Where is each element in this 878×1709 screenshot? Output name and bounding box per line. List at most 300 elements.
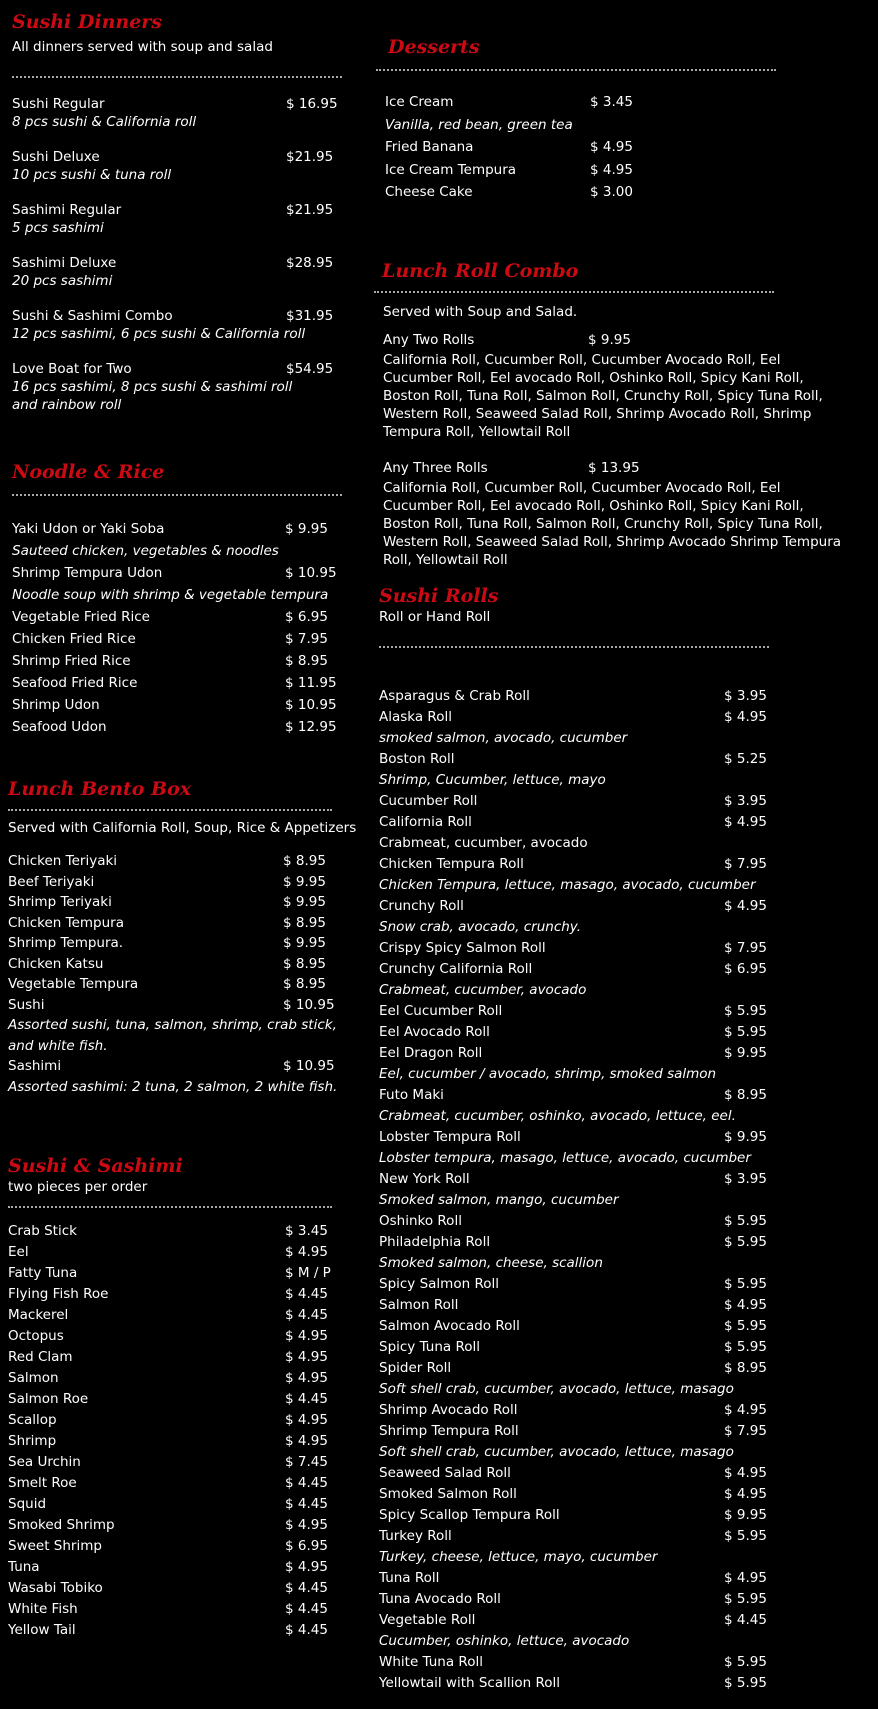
menu-item	[8, 1557, 342, 1578]
menu-item	[379, 1463, 799, 1484]
item-name: Eel Dragon Roll	[379, 1045, 483, 1061]
item-price: $ 6.95	[285, 609, 328, 625]
item-name: Turkey Roll	[379, 1528, 452, 1544]
menu-item	[8, 1056, 342, 1077]
item-price: $ 9.95	[588, 332, 631, 348]
item-name: Vegetable Roll	[379, 1612, 476, 1628]
item-name: Smoked Shrimp	[8, 1517, 115, 1533]
item-price: $ 8.95	[283, 955, 326, 972]
item-description: Assorted sashimi: 2 tuna, 2 salmon, 2 white fish.	[8, 1078, 338, 1095]
section-lunch-bento-box	[8, 777, 357, 1097]
item-price: $ 9.95	[724, 1129, 767, 1145]
item-name: New York Roll	[379, 1171, 470, 1187]
item-price: $31.95	[286, 308, 334, 324]
section-title: Lunch Roll Combo	[382, 260, 579, 282]
menu-item	[8, 1347, 342, 1368]
menu-item	[383, 457, 863, 479]
item-name: Salmon Avocado Roll	[379, 1318, 520, 1334]
item-name: Salmon Roe	[8, 1391, 89, 1407]
item-name: Spider Roll	[379, 1360, 452, 1376]
item-name: Sea Urchin	[8, 1454, 81, 1470]
item-description: Sauteed chicken, vegetables & noodles	[12, 543, 279, 559]
menu-item	[8, 1326, 342, 1347]
item-price: $ 8.95	[285, 653, 328, 669]
item-description: Eel, cucumber / avocado, shrimp, smoked salmon	[379, 1066, 717, 1082]
menu-item	[12, 650, 342, 672]
item-price: $ 10.95	[283, 996, 335, 1013]
menu-item	[8, 954, 342, 975]
menu-item	[379, 1505, 799, 1526]
item-price: $ 4.95	[285, 1412, 328, 1428]
item-price: $ 5.95	[724, 1024, 767, 1040]
item-price: $21.95	[286, 149, 334, 165]
section-subtitle: All dinners served with soup and salad	[12, 39, 273, 55]
menu-item	[385, 136, 776, 159]
item-description: smoked salmon, avocado, cucumber	[379, 730, 628, 746]
menu-item	[8, 1221, 342, 1242]
item-description: 12 pcs sashimi, 6 pcs sushi & California roll	[12, 326, 306, 342]
item-description: Assorted sushi, tuna, salmon, shrimp, crab stick,	[8, 1017, 337, 1033]
item-price: $28.95	[286, 255, 334, 271]
item-price: $ 4.95	[285, 1517, 328, 1533]
item-price: $54.95	[286, 361, 334, 377]
item-price: $ 5.25	[724, 751, 767, 767]
item-name: Red Clam	[8, 1349, 73, 1365]
menu-item	[12, 518, 342, 540]
item-description: and rainbow roll	[12, 397, 122, 413]
item-price: $ 6.95	[724, 961, 767, 977]
item-description: Crabmeat, cucumber, oshinko, avocado, lettuce, eel.	[379, 1108, 736, 1124]
item-name: Seaweed Salad Roll	[379, 1465, 511, 1481]
item-name: Smoked Salmon Roll	[379, 1486, 517, 1502]
item-description: Vanilla, red bean, green tea	[385, 116, 573, 133]
item-name: Squid	[8, 1496, 47, 1512]
menu-item	[12, 694, 342, 716]
menu-item	[12, 201, 342, 237]
menu-item	[8, 872, 342, 893]
item-price: $ 4.95	[285, 1370, 328, 1386]
item-description: Cucumber, oshinko, lettuce, avocado	[379, 1633, 630, 1649]
item-name: Sashimi Regular	[12, 202, 122, 218]
item-price: $ 5.95	[724, 1318, 767, 1334]
item-name: Crispy Spicy Salmon Roll	[379, 940, 546, 956]
item-name: Crab Stick	[8, 1223, 77, 1239]
item-name: Yellow Tail	[8, 1622, 76, 1638]
menu-item	[379, 791, 799, 812]
section-lunch-roll-combo	[374, 259, 854, 569]
menu-item	[12, 148, 342, 184]
item-price: $ 5.95	[724, 1591, 767, 1607]
section-desserts	[376, 35, 776, 204]
menu-item	[12, 95, 342, 131]
item-price: $ 3.45	[590, 94, 633, 110]
item-name: Flying Fish Roe	[8, 1286, 109, 1302]
section-sushi-dinners	[12, 10, 342, 431]
item-name: Shrimp Avocado Roll	[379, 1402, 518, 1418]
menu-item	[379, 812, 799, 833]
item-description: Soft shell crab, cucumber, avocado, lettuce, masago	[379, 1381, 734, 1397]
item-price: $ 8.95	[283, 914, 326, 931]
item-name: Tuna	[8, 1559, 40, 1575]
menu-item	[379, 938, 799, 959]
item-price: $ 7.95	[724, 856, 767, 872]
menu-item	[379, 749, 799, 770]
item-price: $ 4.45	[285, 1601, 328, 1617]
item-price: $ 3.45	[285, 1223, 328, 1239]
item-description: Smoked salmon, cheese, scallion	[379, 1255, 603, 1271]
item-price: $ 4.95	[724, 1402, 767, 1418]
item-description: 20 pcs sashimi	[12, 273, 113, 289]
item-name: Oshinko Roll	[379, 1213, 462, 1229]
section-title: Noodle & Rice	[12, 461, 165, 483]
item-price: $ M / P	[285, 1265, 331, 1281]
menu-item	[385, 181, 776, 204]
menu-item	[385, 159, 776, 182]
item-price: $ 5.95	[724, 1003, 767, 1019]
section-title: Sushi Rolls	[379, 585, 499, 607]
menu-item	[379, 1358, 799, 1379]
item-description: Chicken Tempura, lettuce, masago, avocado, cucumber	[379, 877, 756, 893]
item-price: $ 9.95	[724, 1507, 767, 1523]
menu-item	[8, 933, 342, 954]
menu-item	[8, 974, 342, 995]
item-price: $ 8.95	[724, 1087, 767, 1103]
item-price: $ 4.95	[285, 1328, 328, 1344]
menu-item	[8, 1599, 342, 1620]
item-price: $ 3.00	[590, 184, 633, 200]
item-name: Octopus	[8, 1328, 64, 1344]
menu-item	[8, 1242, 342, 1263]
item-name: Love Boat for Two	[12, 361, 132, 377]
item-name: Vegetable Fried Rice	[12, 609, 150, 625]
menu-item	[379, 686, 799, 707]
item-description: Crabmeat, cucumber, avocado	[379, 835, 588, 851]
item-name: Tuna Avocado Roll	[379, 1591, 501, 1607]
section-sushi-sashimi	[8, 1154, 342, 1641]
item-price: $ 3.95	[724, 688, 767, 704]
item-name: White Tuna Roll	[379, 1654, 483, 1670]
menu-item	[379, 959, 799, 980]
item-name: Salmon Roll	[379, 1297, 459, 1313]
item-price: $ 4.45	[285, 1475, 328, 1491]
item-name: California Roll	[379, 814, 472, 830]
item-price: $ 9.95	[283, 894, 326, 910]
menu-item	[385, 91, 776, 114]
item-name: Spicy Scallop Tempura Roll	[379, 1507, 560, 1523]
item-name: White Fish	[8, 1601, 78, 1617]
item-name: Ice Cream	[385, 94, 454, 110]
section-noodle-rice	[12, 460, 342, 738]
menu-item	[8, 1305, 342, 1326]
item-price: $ 4.95	[285, 1433, 328, 1449]
item-name: Sushi	[8, 996, 45, 1013]
item-description: Turkey, cheese, lettuce, mayo, cucumber	[379, 1549, 658, 1565]
item-name: Smelt Roe	[8, 1475, 77, 1491]
item-name: Chicken Tempura Roll	[379, 856, 524, 872]
section-subtitle: two pieces per order	[8, 1179, 148, 1195]
item-name: Shrimp Fried Rice	[12, 653, 131, 669]
item-description: 5 pcs sashimi	[12, 220, 104, 236]
item-name: Shrimp Udon	[12, 697, 100, 713]
item-price: $ 8.95	[724, 1360, 767, 1376]
item-description: Crabmeat, cucumber, avocado	[379, 982, 587, 998]
item-price: $ 3.95	[724, 793, 767, 809]
menu-item	[379, 1400, 799, 1421]
item-name: Yellowtail with Scallion Roll	[379, 1675, 561, 1691]
item-name: Boston Roll	[379, 751, 455, 767]
item-description: Lobster tempura, masago, lettuce, avocado, cucumber	[379, 1150, 751, 1166]
menu-item	[379, 1652, 799, 1673]
menu-item	[8, 1620, 342, 1641]
item-name: Spicy Tuna Roll	[379, 1339, 480, 1355]
item-name: Scallop	[8, 1412, 57, 1428]
item-price: $ 4.45	[285, 1496, 328, 1512]
item-price: $ 7.95	[285, 631, 328, 647]
menu-item	[379, 1169, 799, 1190]
item-price: $ 9.95	[283, 873, 326, 890]
menu-item	[379, 707, 799, 728]
menu-item	[12, 716, 342, 738]
item-name: Yaki Udon or Yaki Soba	[12, 521, 165, 537]
item-price: $ 7.95	[724, 940, 767, 956]
menu-item	[379, 1526, 799, 1547]
item-price: $ 13.95	[588, 460, 640, 476]
section-sushi-rolls	[379, 584, 799, 1694]
section-title: Sushi & Sashimi	[8, 1155, 183, 1177]
menu-item	[12, 606, 342, 628]
menu-item	[12, 254, 342, 290]
item-price: $ 10.95	[285, 697, 337, 713]
item-price: $ 4.95	[724, 1486, 767, 1502]
item-name: Fatty Tuna	[8, 1265, 78, 1281]
item-name: Philadelphia Roll	[379, 1234, 491, 1250]
item-name: Cheese Cake	[385, 184, 473, 200]
menu-item	[379, 854, 799, 875]
dotted-divider	[12, 76, 342, 78]
item-name: Asparagus & Crab Roll	[379, 688, 530, 704]
item-name: Fried Banana	[385, 139, 474, 155]
item-price: $ 4.45	[285, 1622, 328, 1638]
menu-item	[8, 1263, 342, 1284]
item-name: Chicken Teriyaki	[8, 853, 118, 869]
item-description: Snow crab, avocado, crunchy.	[379, 919, 582, 935]
menu-item	[379, 1568, 799, 1589]
menu-item	[379, 1211, 799, 1232]
menu-item	[8, 1431, 342, 1452]
item-name: Sushi Regular	[12, 96, 105, 112]
item-name: Vegetable Tempura	[8, 976, 139, 992]
item-name: Alaska Roll	[379, 709, 452, 725]
menu-item	[8, 892, 342, 913]
item-name: Ice Cream Tempura	[385, 161, 517, 178]
item-price: $ 4.95	[285, 1349, 328, 1365]
item-name: Cucumber Roll	[379, 793, 478, 809]
item-name: Lobster Tempura Roll	[379, 1129, 521, 1145]
item-name: Spicy Salmon Roll	[379, 1276, 499, 1292]
item-price: $ 9.95	[283, 935, 326, 951]
menu-item	[8, 1410, 342, 1431]
item-name: Shrimp Tempura Udon	[12, 565, 163, 581]
item-price: $ 12.95	[285, 719, 337, 735]
item-name: Wasabi Tobiko	[8, 1580, 103, 1596]
item-name: Sashimi	[8, 1058, 62, 1074]
menu-item	[379, 1421, 799, 1442]
item-price: $ 4.95	[590, 139, 633, 155]
item-name: Eel Avocado Roll	[379, 1024, 490, 1040]
item-price: $ 4.45	[285, 1307, 328, 1323]
item-name: Seafood Udon	[12, 719, 107, 735]
item-name: Salmon	[8, 1370, 59, 1386]
item-price: $ 5.95	[724, 1675, 767, 1691]
menu-item	[12, 672, 342, 694]
menu-item	[379, 1295, 799, 1316]
section-subtitle: Roll or Hand Roll	[379, 609, 491, 625]
item-name: Eel Cucumber Roll	[379, 1003, 503, 1019]
item-price: $ 4.45	[285, 1391, 328, 1407]
item-price: $21.95	[286, 202, 334, 218]
item-price: $ 5.95	[724, 1234, 767, 1250]
dotted-divider	[8, 1206, 332, 1208]
menu-item	[8, 995, 342, 1016]
item-name: Beef Teriyaki	[8, 873, 95, 890]
menu-item	[379, 1337, 799, 1358]
item-name: Crunchy California Roll	[379, 961, 533, 977]
menu-item	[12, 360, 342, 414]
item-description: Soft shell crab, cucumber, avocado, lettuce, masago	[379, 1444, 734, 1460]
item-price: $ 4.95	[285, 1559, 328, 1575]
menu-item	[379, 1610, 799, 1631]
menu-item	[8, 1578, 342, 1599]
menu-item	[379, 1673, 799, 1694]
section-subtitle: Served with California Roll, Soup, Rice & Appetizers	[8, 820, 357, 836]
roll-choices: California Roll, Cucumber Roll, Cucumber Avocado Roll, Eel Cucumber Roll, Eel avocado Roll, Oshinko Roll, Spicy Kani Roll, Boston Roll, Tuna Roll, Salmon Roll, Crunchy Roll, Spicy Tuna Roll, Western Roll, Seaweed Salad Roll, Shrimp Avocado Shrimp Tempura Roll, Yellowtail Roll	[383, 480, 842, 568]
menu-item	[379, 1022, 799, 1043]
item-price: $ 9.95	[724, 1045, 767, 1061]
item-price: $ 3.95	[724, 1171, 767, 1187]
menu-item	[12, 628, 342, 650]
item-description: 16 pcs sashimi, 8 pcs sushi & sashimi roll	[12, 379, 293, 395]
item-price: $ 4.45	[285, 1580, 328, 1596]
item-price: $ 4.95	[724, 1465, 767, 1481]
item-price: $ 4.95	[285, 1244, 328, 1260]
item-name: Shrimp	[8, 1433, 57, 1449]
item-description: and white fish.	[8, 1037, 108, 1054]
menu-item	[8, 1368, 342, 1389]
menu-item	[8, 1452, 342, 1473]
item-price: $ 10.95	[285, 565, 337, 581]
item-price: $ 4.95	[724, 814, 767, 830]
item-name: Chicken Tempura	[8, 914, 125, 931]
menu-item	[379, 1001, 799, 1022]
section-title: Desserts	[388, 36, 480, 58]
item-price: $ 5.95	[724, 1213, 767, 1229]
item-name: Shrimp Tempura.	[8, 935, 124, 951]
menu-item	[8, 1494, 342, 1515]
menu-item	[379, 896, 799, 917]
menu-item	[8, 1473, 342, 1494]
item-price: $ 4.95	[724, 898, 767, 914]
menu-item	[12, 307, 342, 343]
item-price: $ 4.95	[724, 709, 767, 725]
item-price: $ 4.95	[724, 1297, 767, 1313]
item-price: $ 7.95	[724, 1423, 767, 1439]
item-name: Any Three Rolls	[383, 460, 488, 476]
item-price: $ 6.95	[285, 1538, 328, 1554]
item-name: Shrimp Teriyaki	[8, 894, 112, 910]
menu-item	[379, 1484, 799, 1505]
menu-item	[379, 1127, 799, 1148]
item-price: $ 10.95	[283, 1058, 335, 1074]
item-price: $ 9.95	[285, 521, 328, 537]
menu-item	[379, 1232, 799, 1253]
roll-choices: California Roll, Cucumber Roll, Cucumber Avocado Roll, Eel Cucumber Roll, Eel avocado Roll, Oshinko Roll, Spicy Kani Roll, Boston Roll, Tuna Roll, Salmon Roll, Crunchy Roll, Spicy Tuna Roll, Western Roll, Seaweed Salad Roll, Shrimp Avocado Roll, Shrimp Tempura Roll, Yellowtail Roll	[383, 352, 823, 440]
menu-item	[8, 1515, 342, 1536]
item-name: Mackerel	[8, 1307, 69, 1323]
item-name: Sushi Deluxe	[12, 149, 100, 165]
dotted-divider	[376, 69, 776, 71]
section-subtitle: Served with Soup and Salad.	[383, 304, 578, 320]
item-description: Smoked salmon, mango, cucumber	[379, 1192, 619, 1208]
item-description: Shrimp, Cucumber, lettuce, mayo	[379, 772, 606, 788]
item-price: $ 4.95	[590, 161, 633, 178]
item-name: Futo Maki	[379, 1087, 444, 1103]
menu-item	[383, 329, 863, 351]
dotted-divider	[8, 809, 332, 811]
item-name: Chicken Katsu	[8, 955, 104, 972]
item-price: $ 4.45	[724, 1612, 767, 1628]
item-price: $ 11.95	[285, 675, 337, 691]
item-price: $ 5.95	[724, 1276, 767, 1292]
section-title: Sushi Dinners	[12, 11, 162, 33]
item-price: $ 4.95	[724, 1570, 767, 1586]
item-name: Crunchy Roll	[379, 898, 464, 914]
menu-item	[8, 1389, 342, 1410]
item-description: 8 pcs sushi & California roll	[12, 114, 197, 130]
dotted-divider	[379, 646, 769, 648]
menu-item	[379, 1085, 799, 1106]
dotted-divider	[12, 494, 342, 496]
dotted-divider	[374, 291, 774, 293]
item-price: $ 5.95	[724, 1339, 767, 1355]
item-price: $ 7.45	[285, 1454, 328, 1470]
section-title: Lunch Bento Box	[8, 778, 192, 800]
menu-item	[379, 1589, 799, 1610]
item-price: $ 16.95	[286, 96, 338, 112]
item-price: $ 8.95	[283, 976, 326, 992]
menu-item	[12, 562, 342, 584]
item-description: Noodle soup with shrimp & vegetable tempura	[12, 587, 329, 603]
item-name: Seafood Fried Rice	[12, 675, 138, 691]
menu-item	[379, 1043, 799, 1064]
menu-item	[8, 1284, 342, 1305]
item-name: Chicken Fried Rice	[12, 631, 136, 647]
menu-item	[8, 913, 342, 934]
item-price: $ 4.45	[285, 1286, 328, 1302]
item-price: $ 5.95	[724, 1528, 767, 1544]
item-description: 10 pcs sushi & tuna roll	[12, 167, 172, 183]
item-name: Sweet Shrimp	[8, 1538, 102, 1554]
menu-item	[8, 851, 342, 872]
menu-item	[379, 1316, 799, 1337]
item-name: Tuna Roll	[379, 1570, 440, 1586]
item-name: Eel	[8, 1244, 29, 1260]
item-name: Sushi & Sashimi Combo	[12, 308, 173, 324]
item-price: $ 8.95	[283, 853, 326, 869]
menu-item	[8, 1536, 342, 1557]
item-name: Sashimi Deluxe	[12, 255, 117, 271]
item-name: Shrimp Tempura Roll	[379, 1423, 519, 1439]
item-name: Any Two Rolls	[383, 332, 475, 348]
